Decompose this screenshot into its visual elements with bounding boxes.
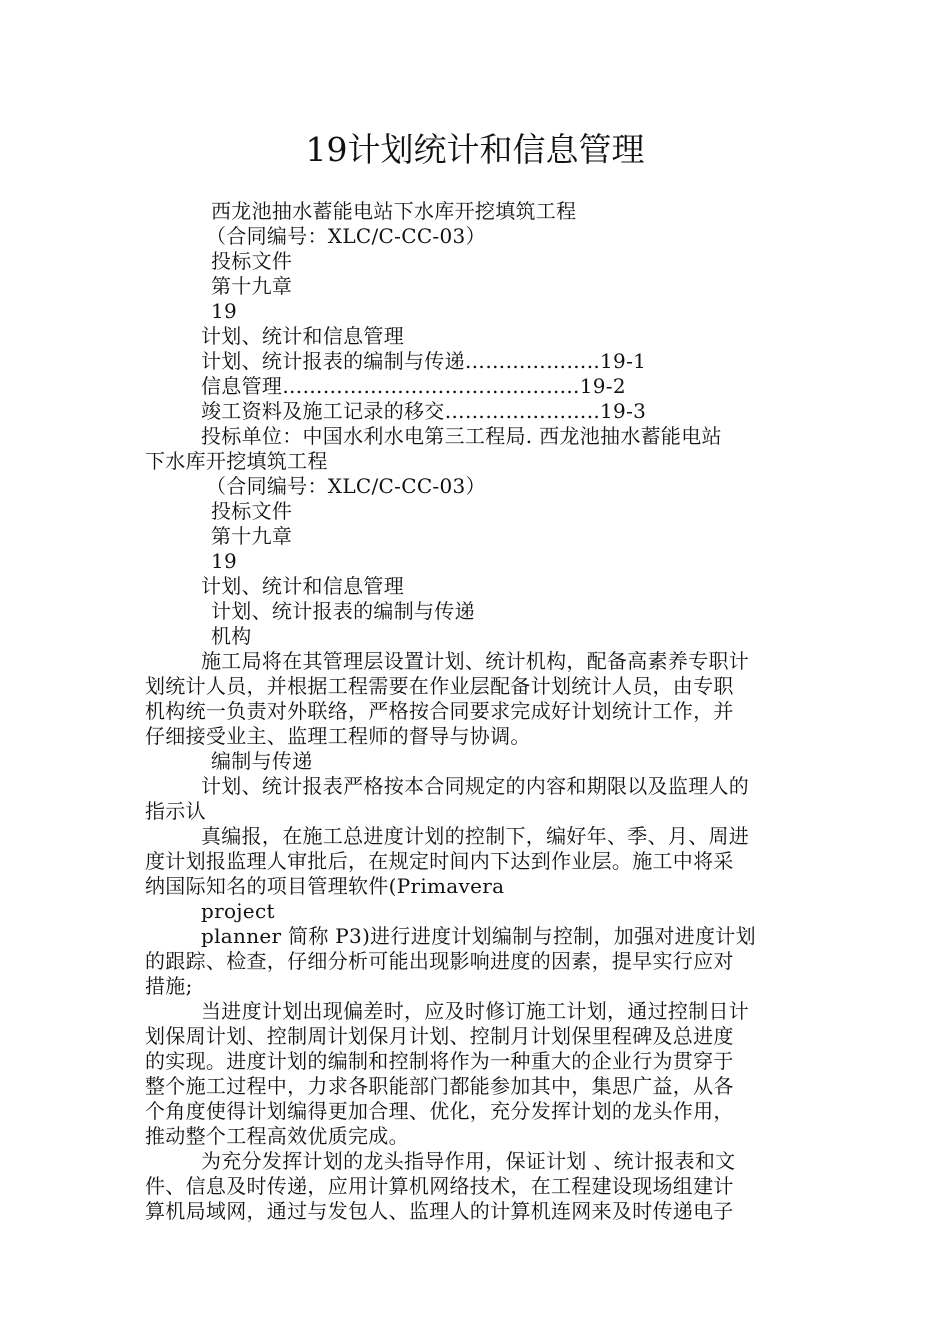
text-line: 计划、统计和信息管理 — [201, 574, 404, 598]
paragraph-line: 的跟踪、检查，仔细分析可能出现影响进度的因素，提早实行应对 — [145, 949, 734, 973]
toc-entry: 竣工资料及施工记录的移交…………………..19-3 — [201, 399, 647, 423]
text-line: 投标文件 — [211, 249, 293, 273]
paragraph-line: 划保周计划、控制周计划保月计划、控制月计划保里程碑及总进度 — [145, 1024, 734, 1048]
paragraph-line: 措施; — [145, 974, 193, 998]
paragraph-line: 仔细接受业主、监理工程师的督导与协调。 — [145, 724, 531, 748]
text-line: 第十九章 — [211, 524, 293, 548]
paragraph-line: 指示认 — [145, 799, 206, 823]
document-title: 19计划统计和信息管理 — [305, 130, 645, 169]
paragraph-line: 机构统一负责对外联络，严格按合同要求完成好计划统计工作，并 — [145, 699, 734, 723]
text-line: 投标单位：中国水利水电第三工程局. 西龙池抽水蓄能电站 — [201, 424, 722, 448]
text-line: 计划、统计和信息管理 — [201, 324, 404, 348]
paragraph-line: 的实现。进度计划的编制和控制将作为一种重大的企业行为贯穿于 — [145, 1049, 734, 1073]
toc-entry: 信息管理……………………………………..19-2 — [201, 374, 626, 398]
section-heading: 计划、统计报表的编制与传递 — [211, 599, 475, 623]
section-heading: 编制与传递 — [211, 749, 313, 773]
paragraph-line: 划统计人员，并根据工程需要在作业层配备计划统计人员，由专职 — [145, 674, 734, 698]
paragraph-line: 当进度计划出现偏差时，应及时修订施工计划，通过控制日计 — [201, 999, 750, 1023]
paragraph-line: 为充分发挥计划的龙头指导作用，保证计划 、统计报表和文 — [201, 1149, 736, 1173]
paragraph-line: 计划、统计报表严格按本合同规定的内容和期限以及监理人的 — [201, 774, 750, 798]
paragraph-line: 纳国际知名的项目管理软件(Primavera — [145, 874, 505, 898]
section-heading: 机构 — [211, 624, 252, 648]
text-line: 西龙池抽水蓄能电站下水库开挖填筑工程 — [211, 199, 577, 223]
paragraph-line: project — [201, 899, 275, 923]
paragraph-line: 个角度使得计划编得更加合理、优化，充分发挥计划的龙头作用， — [145, 1099, 734, 1123]
paragraph-line: 整个施工过程中，力求各职能部门都能参加其中，集思广益，从各 — [145, 1074, 734, 1098]
paragraph-line: 真编报，在施工总进度计划的控制下，编好年、季、月、周进 — [201, 824, 750, 848]
text-line: （合同编号：XLC/C-CC-03） — [206, 474, 486, 498]
paragraph-line: planner 简称 P3)进行进度计划编制与控制，加强对进度计划 — [201, 924, 756, 948]
text-line: 投标文件 — [211, 499, 293, 523]
paragraph-line: 件、信息及时传递，应用计算机网络技术，在工程建设现场组建计 — [145, 1174, 734, 1198]
text-line: 下水库开挖填筑工程 — [145, 449, 328, 473]
paragraph-line: 算机局域网，通过与发包人、监理人的计算机连网来及时传递电子 — [145, 1199, 734, 1223]
text-line: 19 — [211, 549, 238, 573]
paragraph-line: 度计划报监理人审批后，在规定时间内下达到作业层。施工中将采 — [145, 849, 734, 873]
toc-entry: 计划、统计报表的编制与传递………………..19-1 — [201, 349, 647, 373]
paragraph-line: 施工局将在其管理层设置计划、统计机构，配备高素养专职计 — [201, 649, 750, 673]
paragraph-line: 推动整个工程高效优质完成。 — [145, 1124, 409, 1148]
text-line: 第十九章 — [211, 274, 293, 298]
text-line: 19 — [211, 299, 238, 323]
text-line: （合同编号：XLC/C-CC-03） — [206, 224, 486, 248]
